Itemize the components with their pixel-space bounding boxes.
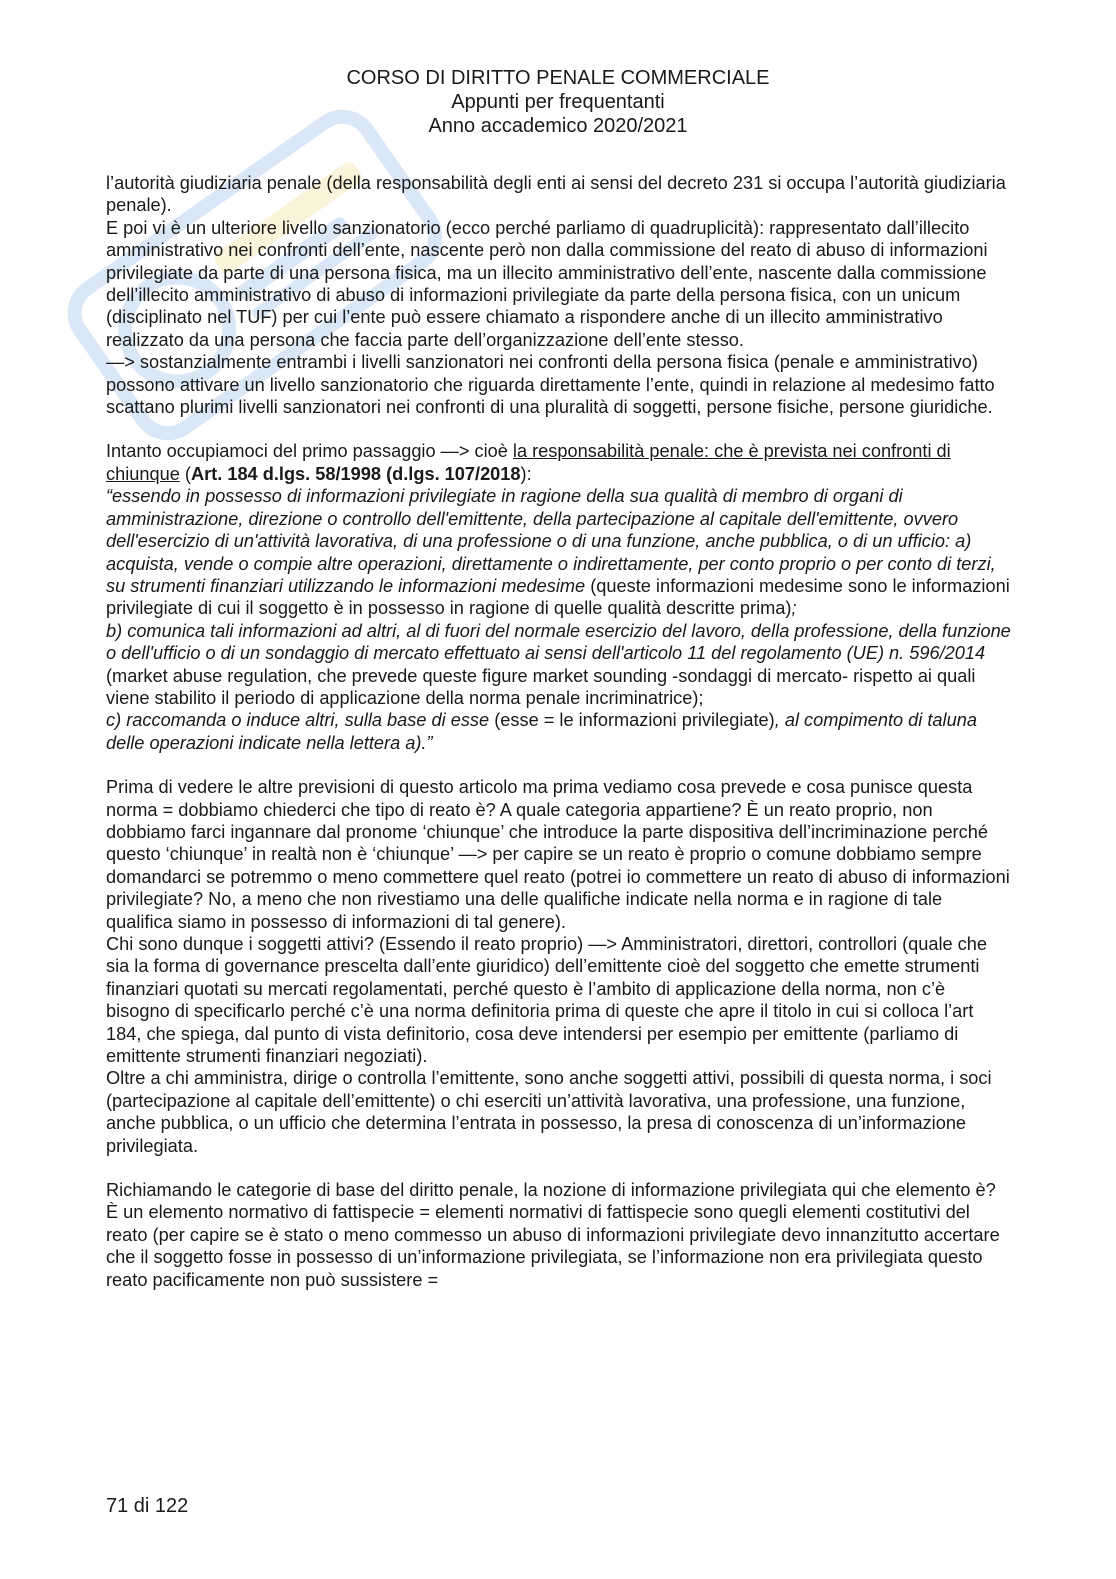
paragraph-article-intro	[106, 440, 1011, 485]
quote-tail: ;	[791, 598, 797, 619]
paragraph: Oltre a chi amministra, dirige o controlla l’emittente, sono anche soggetti attivi, possibili di questa norma, i soci (partecipazione al capitale dell’emittente) o chi eserciti un’attività lavorativa, una professione, una funzione, anche pubblica, o un ufficio che determina l’entrata in possesso, la presa di conoscenza di un’informazione privilegiata.	[106, 1068, 992, 1156]
paragraph: E poi vi è un ulteriore livello sanzionatorio (ecco perché parliamo di quadruplicità): rappresentato dall’illecito amministrativo nei confronti dell’ente, nascente però non dalla commissione del reato di abuso di informazioni privilegiate da parte di una persona fisica, ma un illecito amministrativo dell’ente, nascente dalla commissione dell’illecito amministrativo di abuso di informazioni privilegiate da parte della persona fisica, con un unicum (disciplinato nel TUF) per cui l’ente può essere chiamato a rispondere anche di un illecito amministrativo realizzato da una persona che faccia parte dell’organizzazione dell’ente stesso.	[106, 217, 988, 350]
paragraph-quote-a	[106, 485, 1011, 619]
intro-text: Intanto occupiamoci del primo passaggio —> cioè	[106, 441, 513, 462]
article-reference: Art. 184 d.lgs. 58/1998 (d.lgs. 107/2018	[190, 463, 521, 484]
quote-text: b) comunica tali informazioni ad altri, al di fuori del normale esercizio del lavoro, della professione, della funzione o dell'ufficio o di un sondaggio di mercato effettuato ai sensi dell'articolo 11 del regolamento (UE) n. 596/2014	[106, 620, 1011, 664]
quote-text-end: , al compimento di taluna delle operazioni indicate nella lettera a).”	[106, 710, 977, 753]
course-title: CORSO DI DIRITTO PENALE COMMERCIALE	[346, 67, 770, 89]
paragraph: Richiamando le categorie di base del diritto penale, la nozione di informazione privilegiata qui che elemento è? È un elemento normativo di fattispecie = elementi normativi di fattispecie sono quegli elementi costitutivi del reato (per capire se è stato o meno commesso un abuso di informazioni privilegiate devo innanzitutto accertare che il soggetto fosse in possesso di un’informazione privilegiata, se l’informazione non era privilegiata questo reato pacificamente non può sussistere =	[106, 1180, 1000, 1290]
paragraph-quote-c	[106, 709, 1011, 754]
paragraph-quote-b	[106, 620, 1011, 710]
paragraph-gap	[106, 1157, 1011, 1179]
page-number: 71 di 122	[106, 1495, 189, 1517]
document-body	[106, 172, 1011, 1291]
document-header	[0, 66, 1116, 138]
comment-text: (esse = le informazioni privilegiate)	[489, 710, 775, 731]
underlined-text: la responsabilità penale: che è prevista nei confronti di chiunque	[106, 441, 951, 484]
quote-text: c) raccomanda o induce altri, sulla base di esse	[106, 710, 490, 731]
comment-text: (market abuse regulation, che prevede queste figure market sounding -sondaggi di mercato- rispetto ai quali viene stabilito il periodo di applicazione della norma penale incriminatrice);	[106, 665, 976, 708]
paragraph: l’autorità giudiziaria penale (della responsabilità degli enti ai sensi del decreto 231 si occupa l’autorità giudiziaria penale).	[106, 173, 1006, 216]
paren-close: ):	[520, 463, 532, 484]
paragraph-gap	[106, 418, 1011, 440]
quote-text: “essendo in possesso di informazioni privilegiate in ragione della sua qualità di membro di organi di amministrazione, direzione o controllo dell'emittente, della partecipazione al capitale dell'emittente, ovvero dell'esercizio di un'attività lavorativa, di una professione o di una funzione, anche pubblica, o di un ufficio: a) acquista, vende o compie altre operazioni, direttamente o indirettamente, per conto proprio o per conto di terzi, su strumenti finanziari utilizzando le informazioni medesime	[106, 486, 996, 596]
paragraph: Chi sono dunque i soggetti attivi? (Essendo il reato proprio) —> Amministratori, direttori, controllori (quale che sia la forma di governance prescelta dall’ente giuridico) dell’emittente cioè del soggetto che emette strumenti finanziari quotati su mercati regolamentati, perché questo è l’ambito di applicazione della norma, non c’è bisogno di specificarlo perché c’è una norma definitoria prima di queste che apre il titolo in cui si colloca l’art 184, che spiega, dal punto di vista definitorio, cosa deve intendersi per esempio per emittente (parliamo di emittente strumenti finanziari negoziati).	[106, 934, 988, 1067]
paren-open: (	[179, 463, 191, 484]
document-subtitle: Appunti per frequentanti	[451, 91, 665, 113]
paragraph: —> sostanzialmente entrambi i livelli sanzionatori nei confronti della persona fisica (penale e amministrativo) possono attivare un livello sanzionatorio che riguarda direttamente l’ente, quindi in relazione al medesimo fatto scattano plurimi livelli sanzionatori nei confronti di una pluralità di soggetti, persone fisiche, persone giuridiche.	[106, 352, 995, 418]
paragraph-gap	[106, 754, 1011, 776]
paragraph: Prima di vedere le altre previsioni di questo articolo ma prima vediamo cosa prevede e cosa punisce questa norma = dobbiamo chiederci che tipo di reato è? A quale categoria appartiene? È un reato proprio, non dobbiamo farci ingannare dal pronome ‘chiunque’ che introduce la parte dispositiva dell’incriminazione perché questo ‘chiunque’ in realtà non è ‘chiunque’ —> per capire se un reato è proprio o comune dobbiamo sempre domandarci se potremmo o meno commettere quel reato (potrei io commettere un reato di abuso di informazioni privilegiate? No, a meno che non rivestiamo una delle qualifiche indicate nella norma e in ragione di tale qualifica siamo in possesso di informazioni di tal genere).	[106, 777, 1010, 932]
comment-text: (queste informazioni medesime sono le informazioni privilegiate di cui il soggetto è in possesso in ragione di quelle qualità descritte prima)	[106, 575, 1010, 619]
academic-year: Anno accademico 2020/2021	[428, 115, 688, 137]
